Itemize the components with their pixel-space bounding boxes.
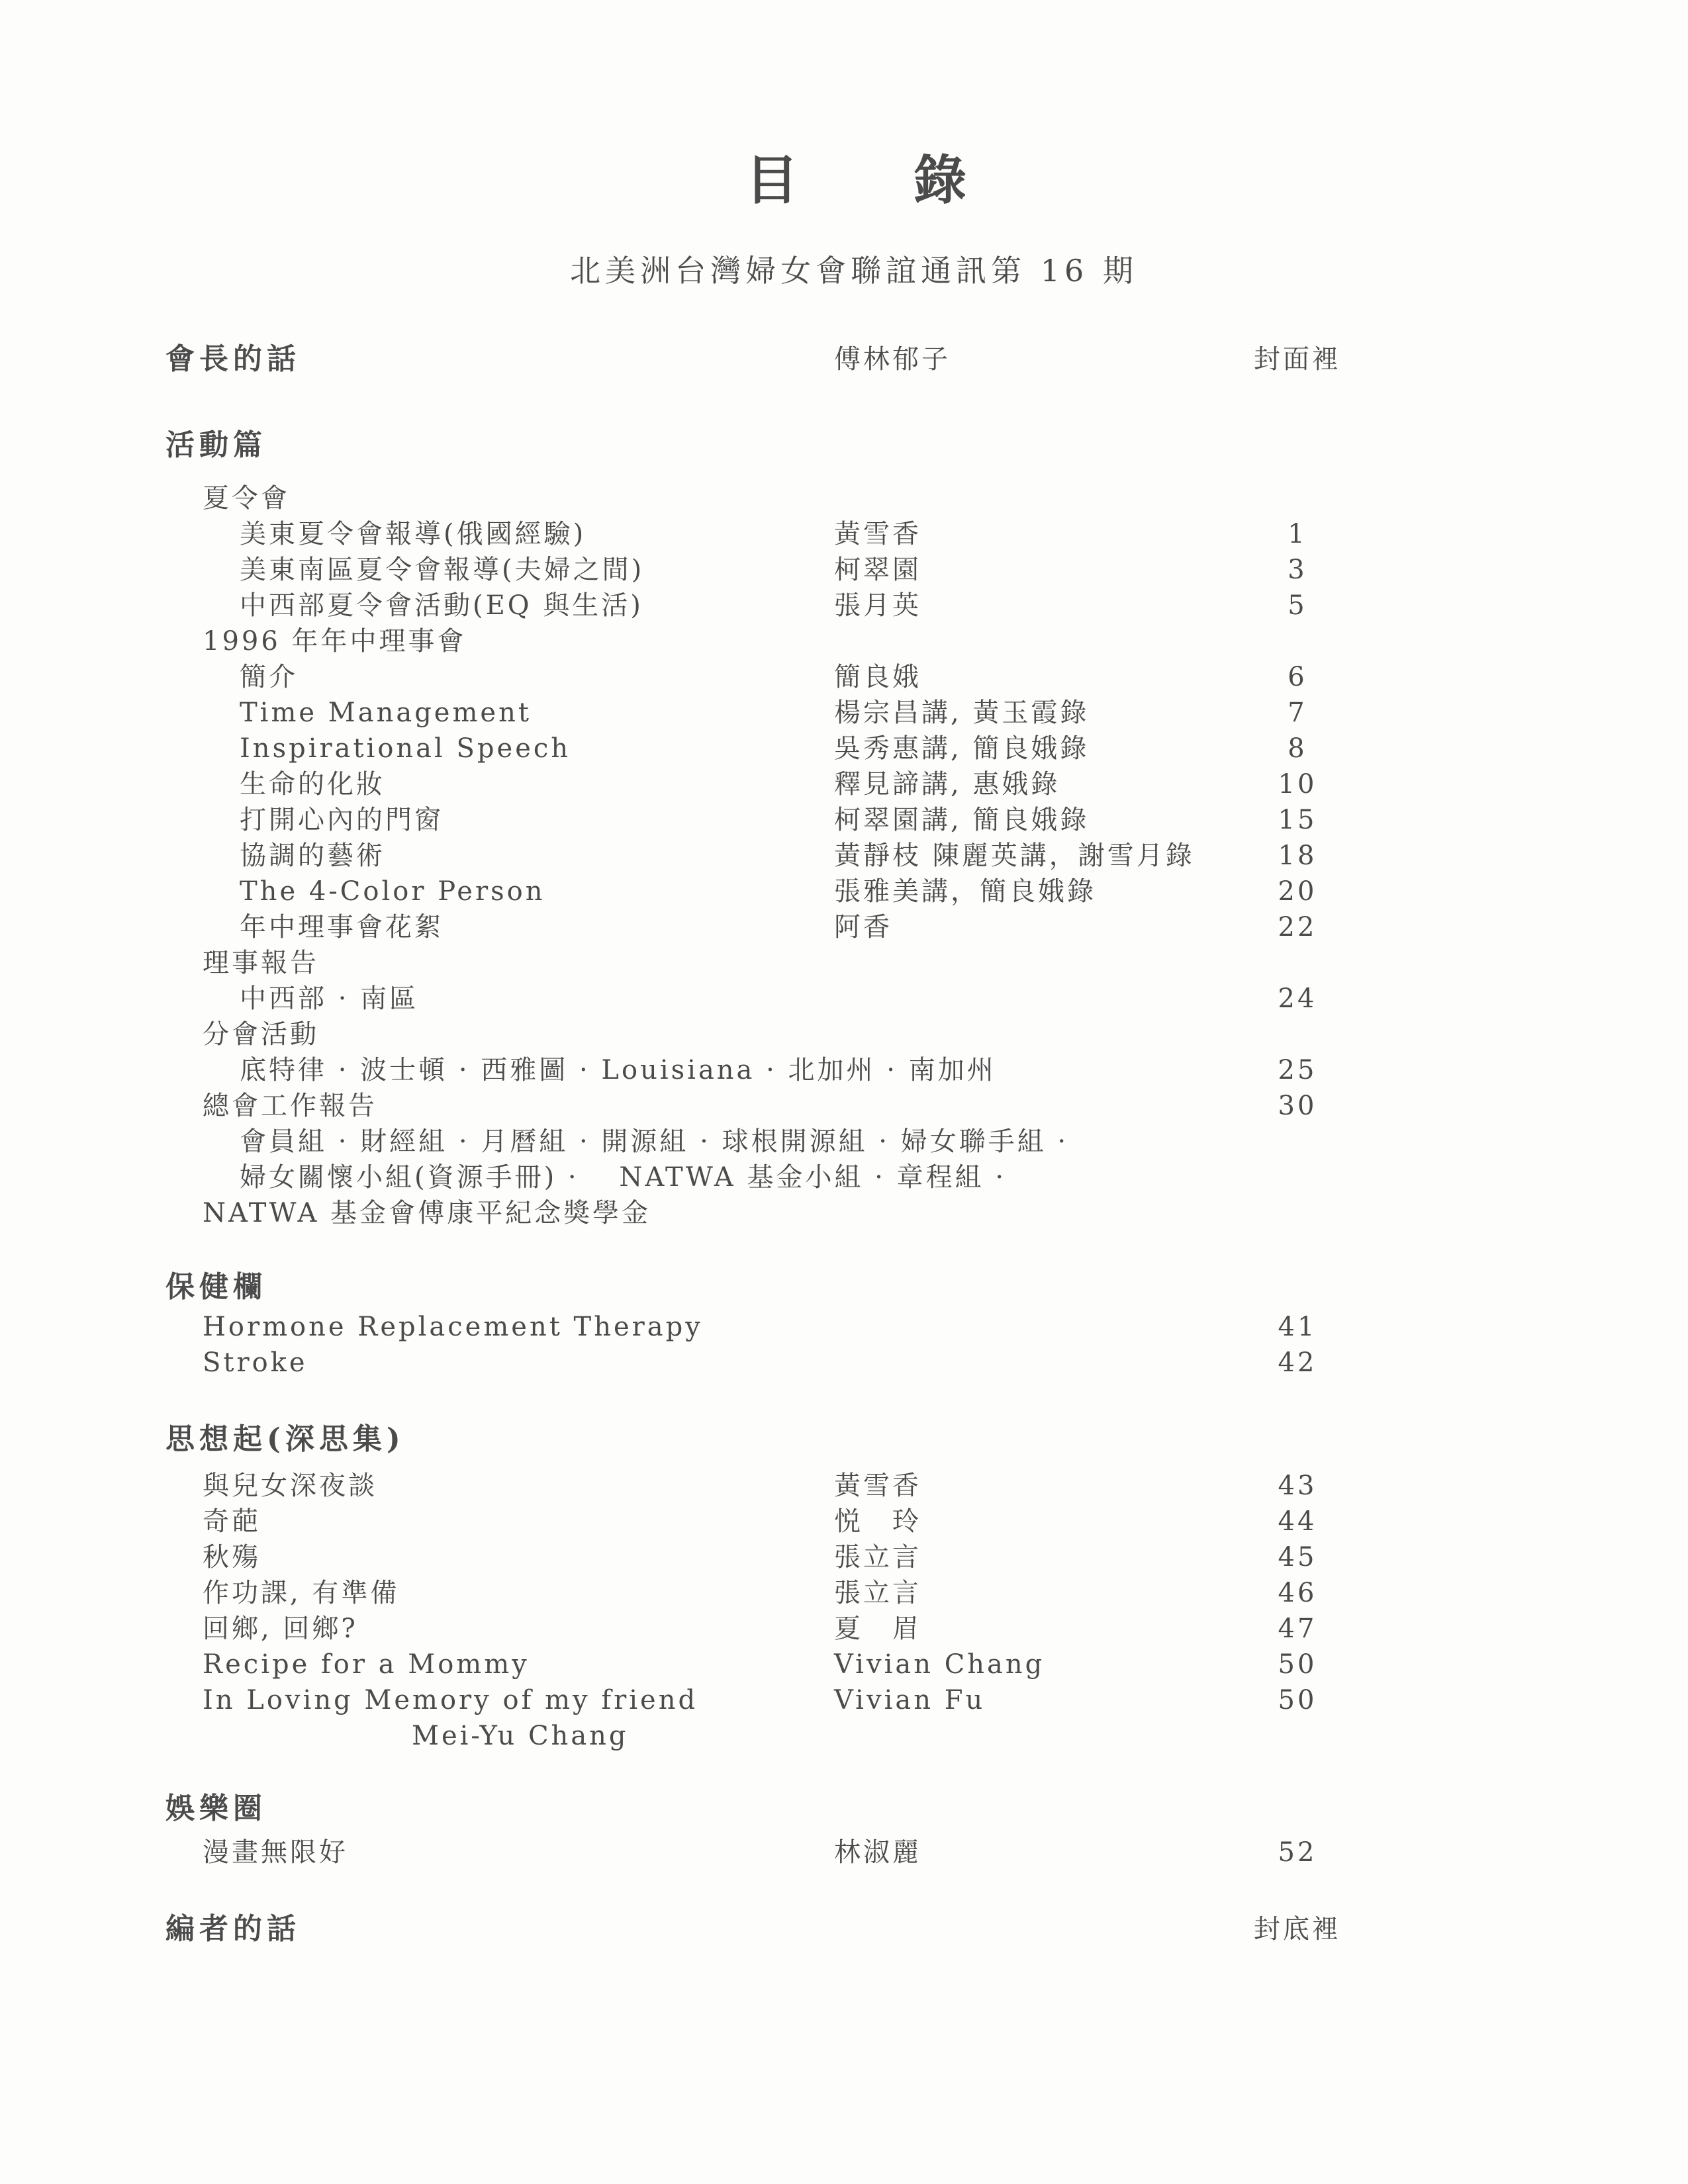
toc-entry-title: 秋殤 <box>203 1542 261 1572</box>
toc-entry-author: 林淑麗 <box>834 1837 921 1868</box>
toc-list <box>0 341 1688 1947</box>
toc-entry-page: 7 <box>1288 698 1307 728</box>
toc-row <box>165 802 1688 838</box>
toc-entry-author: 悦 玲 <box>834 1506 921 1537</box>
toc-row <box>165 1611 1688 1647</box>
toc-row <box>165 1835 1688 1870</box>
toc-entry-author: 黃靜枝 陳麗英講，謝雪月錄 <box>834 841 1195 871</box>
toc-entry-page: 44 <box>1278 1506 1317 1537</box>
toc-entry-title: In Loving Memory of my friend <box>203 1685 698 1715</box>
toc-row <box>165 945 1688 981</box>
toc-entry-title: Hormone Replacement Therapy <box>203 1312 703 1342</box>
toc-entry-title: 娛樂圈 <box>165 1791 267 1825</box>
toc-row <box>165 731 1688 766</box>
toc-row <box>165 1269 1688 1305</box>
toc-entry-title: 回鄉, 回鄉? <box>203 1614 358 1644</box>
toc-row <box>165 1195 1688 1231</box>
toc-entry-page: 封底裡 <box>1254 1914 1341 1944</box>
toc-entry-author: 柯翠園講, 簡良娥錄 <box>834 805 1090 835</box>
toc-entry-title: 美東夏令會報導(俄國經驗) <box>240 519 586 549</box>
toc-entry-author: 黃雪香 <box>834 519 921 549</box>
toc-entry-page: 42 <box>1278 1347 1317 1378</box>
toc-row <box>165 516 1688 552</box>
toc-entry-page: 24 <box>1278 983 1317 1014</box>
toc-row <box>165 981 1688 1017</box>
toc-row <box>165 1539 1688 1575</box>
toc-entry-page: 1 <box>1288 519 1307 549</box>
toc-row <box>165 1504 1688 1539</box>
page-title <box>26 149 1688 211</box>
toc-entry-title: 年中理事會花絮 <box>240 912 444 942</box>
toc-entry-author: 簡良娥 <box>834 662 921 692</box>
toc-row <box>165 1911 1688 1947</box>
toc-row <box>165 1052 1688 1088</box>
toc-entry-author: 傅林郁子 <box>834 344 951 375</box>
toc-entry-author: Vivian Fu <box>834 1685 986 1715</box>
page-title-left: 目 <box>745 149 801 211</box>
toc-entry-author: 夏 眉 <box>834 1614 921 1644</box>
toc-entry-author: Vivian Chang <box>834 1649 1045 1680</box>
toc-row <box>165 552 1688 588</box>
toc-entry-title: 生命的化妝 <box>240 769 385 799</box>
toc-row <box>165 1309 1688 1345</box>
toc-row <box>165 480 1688 516</box>
toc-entry-page: 22 <box>1278 912 1317 942</box>
toc-entry-title: 協調的藝術 <box>240 841 385 871</box>
toc-entry-title: Stroke <box>203 1347 308 1378</box>
toc-entry-page: 45 <box>1278 1542 1317 1572</box>
toc-entry-page: 50 <box>1278 1649 1317 1680</box>
toc-row <box>165 1682 1688 1718</box>
toc-row <box>165 838 1688 874</box>
toc-entry-author: 張月英 <box>834 590 921 621</box>
toc-entry-page: 18 <box>1278 841 1317 871</box>
toc-row <box>165 1791 1688 1827</box>
toc-entry-title: 會長的話 <box>165 341 301 376</box>
toc-entry-page: 43 <box>1278 1471 1317 1501</box>
toc-row <box>165 623 1688 659</box>
toc-entry-title: 夏令會 <box>203 483 290 514</box>
toc-row <box>165 909 1688 945</box>
toc-entry-title: 中西部夏令會活動(EQ 與生活) <box>240 590 643 621</box>
toc-entry-page: 3 <box>1288 555 1307 585</box>
toc-entry-page: 10 <box>1278 769 1317 799</box>
toc-row <box>165 1345 1688 1381</box>
toc-entry-author: 張立言 <box>834 1578 921 1608</box>
toc-row <box>165 1124 1688 1160</box>
toc-entry-title: 漫畫無限好 <box>203 1837 348 1868</box>
toc-entry-author: 黃雪香 <box>834 1471 921 1501</box>
toc-entry-author: 張立言 <box>834 1542 921 1572</box>
toc-row <box>165 766 1688 802</box>
toc-entry-page: 50 <box>1278 1685 1317 1715</box>
toc-entry-page: 6 <box>1288 662 1307 692</box>
toc-row <box>165 428 1688 463</box>
toc-entry-page: 30 <box>1278 1091 1317 1121</box>
toc-entry-title: 婦女關懷小組(資源手冊) · NATWA 基金小組 · 章程組 · <box>240 1162 1007 1193</box>
toc-entry-title: 分會活動 <box>203 1019 319 1050</box>
toc-entry-title: 簡介 <box>240 662 298 692</box>
toc-row <box>165 874 1688 909</box>
toc-entry-author: 釋見諦講, 惠娥錄 <box>834 769 1060 799</box>
toc-entry-author: 吳秀惠講, 簡良娥錄 <box>834 733 1090 764</box>
newsletter-subtitle: 北美洲台灣婦女會聯誼通訊第 16 期 <box>570 253 1138 289</box>
page-title-right: 錄 <box>914 149 969 211</box>
toc-entry-author: 張雅美講，簡良娥錄 <box>834 876 1096 907</box>
toc-entry-title: 打開心內的門窗 <box>240 805 444 835</box>
toc-entry-title: 美東南區夏令會報導(夫婦之間) <box>240 555 645 585</box>
toc-entry-title: 1996 年年中理事會 <box>203 626 467 657</box>
toc-entry-page: 5 <box>1288 590 1307 621</box>
toc-entry-title: Recipe for a Mommy <box>203 1649 530 1680</box>
toc-row <box>165 1017 1688 1052</box>
toc-row <box>165 1160 1688 1195</box>
toc-row <box>165 659 1688 695</box>
toc-row <box>165 1575 1688 1611</box>
toc-entry-author: 阿香 <box>834 912 892 942</box>
toc-entry-page: 15 <box>1278 805 1317 835</box>
toc-row <box>165 1647 1688 1682</box>
toc-row <box>165 1088 1688 1124</box>
toc-entry-page: 20 <box>1278 876 1317 907</box>
toc-entry-page: 47 <box>1278 1614 1317 1644</box>
toc-entry-title: Mei-Yu Chang <box>412 1721 629 1751</box>
toc-entry-title: 中西部 · 南區 <box>240 983 419 1014</box>
toc-row <box>165 1718 1688 1754</box>
toc-entry-title: 編者的話 <box>165 1911 301 1946</box>
toc-entry-page: 52 <box>1278 1837 1317 1868</box>
toc-entry-title: Time Management <box>240 698 532 728</box>
toc-entry-page: 8 <box>1288 733 1307 764</box>
toc-row <box>165 588 1688 623</box>
toc-entry-author: 楊宗昌講, 黃玉霞錄 <box>834 698 1090 728</box>
toc-entry-page: 46 <box>1278 1578 1317 1608</box>
toc-entry-title: 理事報告 <box>203 948 319 978</box>
toc-entry-title: 活動篇 <box>165 428 267 462</box>
toc-entry-title: NATWA 基金會傅康平紀念獎學金 <box>203 1198 651 1228</box>
toc-entry-title: 保健欄 <box>165 1269 267 1304</box>
toc-row <box>165 695 1688 731</box>
toc-entry-title: 作功課, 有準備 <box>203 1578 400 1608</box>
toc-row <box>165 341 1688 377</box>
toc-entry-title: Inspirational Speech <box>240 733 571 764</box>
toc-entry-page: 封面裡 <box>1254 344 1341 375</box>
toc-entry-title: 奇葩 <box>203 1506 261 1537</box>
toc-entry-title: 會員組 · 財經組 · 月曆組 · 開源組 · 球根開源組 · 婦女聯手組 · <box>240 1126 1069 1157</box>
toc-entry-page: 41 <box>1278 1312 1317 1342</box>
toc-entry-title: The 4-Color Person <box>240 876 545 907</box>
toc-entry-page: 25 <box>1278 1055 1317 1085</box>
toc-entry-title: 與兒女深夜談 <box>203 1471 377 1501</box>
toc-entry-title: 總會工作報告 <box>203 1091 377 1121</box>
toc-entry-author: 柯翠園 <box>834 555 921 585</box>
toc-entry-title: 思想起(深思集) <box>165 1422 405 1456</box>
toc-row <box>165 1468 1688 1504</box>
toc-entry-title: 底特律 · 波士頓 · 西雅圖 · Louisiana · 北加州 · 南加州 <box>240 1055 996 1085</box>
toc-row <box>165 1422 1688 1457</box>
